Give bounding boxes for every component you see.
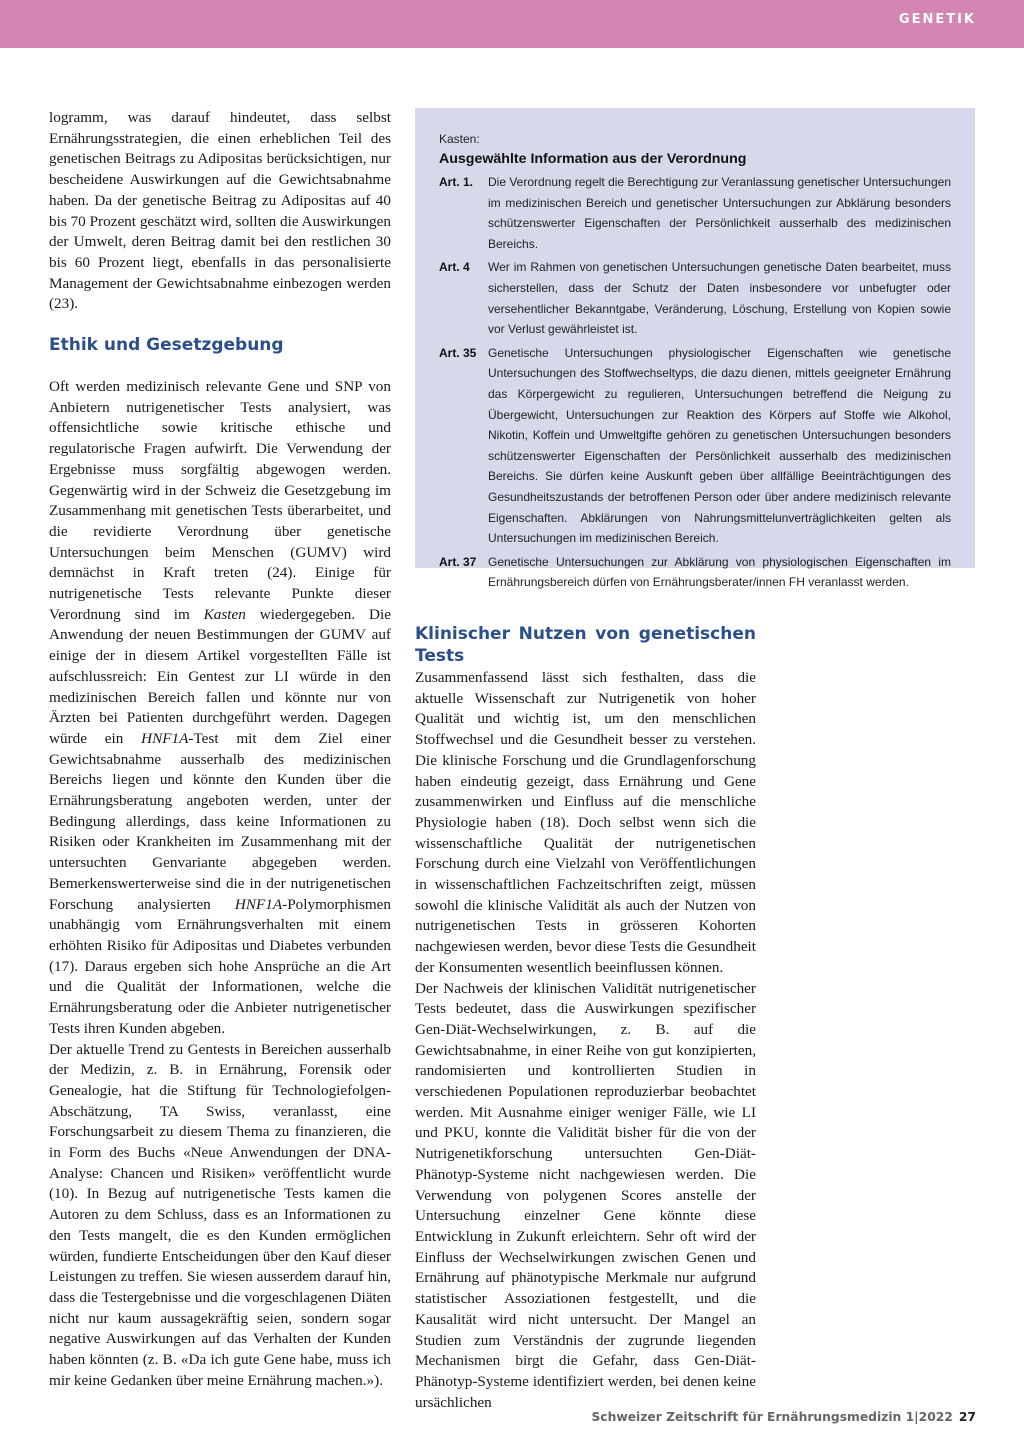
nutzen-paragraph-2: Der Nachweis der klinischen Validität nutrigenetischer Tests bedeutet, dass die Auswirkungen spezifischer Gen-Diät-Wechselwirkungen, z. B. auf die Gewichtsabnahme, in einer Reihe von gut konzipierten, randomisierten und kontrollierten Studien in verschiedenen Populationen reproduzierbar beobachtet werden. Mit Ausnahme einiger weniger Fälle, wie LI und PKU, konnte die Validität bisher für die von der Nutrigenetikforschung untersuchten Gen-Diät-Phänotyp-Systeme nicht nachgewiesen werden. Die Verwendung von polygenen Scores anstelle der Untersuchung einzelner Gene könnte diese Entwicklung in Zukunft erleichtern. Sehr oft wird der Einfluss der Wechselwirkungen zwischen Genen und Ernährung auf phänotypische Merkmale nur aufgrund statistischer Assoziationen festgestellt, und die Kausalität wird nicht untersucht. Der Mangel an Studien zum Verständnis der zugrunde liegenden Mechanismen birgt die Gefahr, dass Gen-Diät-Phänotyp-Systeme identifiziert werden, bei denen keine ursächlichen bbox=[415, 979, 756, 1411]
right-body bbox=[415, 668, 756, 1413]
left-intro-paragraph bbox=[49, 108, 391, 315]
text-run: wiedergegeben. Die Anwendung der neuen Bestimmungen der GUMV auf einige der in diesem Artikel vorgestellten Fälle ist aufschlussreich: Ein Gentest zur LI würde in den medizinischen Bereich fallen und könnte nur von Ärzten bei Patienten durchgeführt werden. Dagegen würde ein bbox=[49, 605, 391, 747]
text-run: Oft werden medizinisch relevante Gene und SNP von Anbietern nutrigenetischer Tests analysiert, was offensichtliche sowie kritische ethische und regulatorische Fragen aufwirft. Die Verwendung der Ergebnisse muss sorgfältig abgewogen werden. Gegenwärtig wird in der Schweiz die Gesetzgebung im Zusammenhang mit genetischen Tests überarbeitet, und die revidierte Verordnung über genetische Untersuchungen beim Menschen (GUMV) wird demnächst in Kraft treten (24). Einige für nutrigenetische Tests relevante Punkte dieser Verordnung sind im bbox=[49, 378, 391, 623]
article-text: Genetische Untersuchungen physiologischer Eigenschaften wie genetische Untersuchungen des Stoffwechseltyps, die dazu dienen, mittels geeigneter Ernährung das Körpergewicht zu regulieren, Untersuchungen betreffend die Neigung zu Übergewicht, Untersuchungen zur Reaktion des Körpers auf Stoffe wie Alkohol, Nikotin, Koffein und Umweltgifte gehören zu genetischen Untersuchungen besonders schützenswerter Eigenschaften der Persönlichkeit ausserhalb des medizinischen Bereichs. Sie dürfen keine Auskunft geben über allfällige Beeinträchtigungen des Gesundheitszustands der betroffenen Person oder über andere medizinisch relevante Eigenschaften. Abklärungen von Nahrungsmittelunverträglichkeiten gelten als Untersuchungen im medizinischen Bereich. bbox=[488, 345, 951, 546]
section-tag: GENETIK bbox=[898, 12, 976, 27]
gene-name: HNF1A bbox=[141, 729, 189, 747]
article-text: Genetische Untersuchungen zur Abklärung von physiologischen Eigenschaften im Ernährungsbereich dürfen von Ernährungsberater/innen FH veranlasst werden. bbox=[488, 554, 951, 590]
ethik-paragraph-1 bbox=[49, 377, 391, 1040]
intro-paragraph-text: logramm, was darauf hindeutet, dass selbst Ernährungsstrategien, die einen erheblichen Teil des genetischen Beitrags zu Adipositas berücksichtigen, nur bescheidene Auswirkungen auf die Gewichtsabnahme haben. Da der genetische Beitrag zu Adipositas auf 40 bis 70 Prozent geschätzt wird, sollten die Auswirkungen der Umwelt, deren Beitrag damit bei den restlichen 30 bis 60 Prozent liegt, ebenfalls in das personalisierte Management der Gewichtsabnahme einbezogen werden (23). bbox=[49, 109, 391, 313]
heading-klinischer-nutzen: Klinischer Nutzen von genetischen Tests bbox=[415, 624, 756, 666]
article-item bbox=[439, 172, 951, 254]
article-item bbox=[439, 257, 951, 339]
text-run: -Test mit dem Ziel einer Gewichtsabnahme ausserhalb des medizinischen Bereichs liegen und könnte den Kunden über die Ernährungsberatung angeboten werden, unter der Bedingung allerdings, dass keine Informationen zu Risiken oder Krankheiten im Zusammenhang mit der untersuchten Genvariante abgegeben werden. Bemerkenswerterweise sind die in der nutrigenetischen Forschung analysierten bbox=[49, 729, 391, 913]
page-footer bbox=[591, 1410, 976, 1424]
kasten-reference: Kasten bbox=[203, 605, 246, 623]
article-label: Art. 35 bbox=[439, 345, 477, 360]
left-body bbox=[49, 377, 391, 1391]
article-label: Art. 4 bbox=[439, 260, 470, 275]
article-item bbox=[439, 343, 951, 549]
heading-ethik: Ethik und Gesetzgebung bbox=[49, 335, 284, 355]
left-heading-block bbox=[49, 334, 391, 356]
ethik-paragraph-2: Der aktuelle Trend zu Gentests in Bereichen ausserhalb der Medizin, z. B. in Ernährung, Forensik oder Genealogie, hat die Stiftung für Technologiefolgen-Abschätzung, TA Swiss, veranlasst, eine Forschungsarbeit zu diesem Thema zu finanzieren, die in Form des Buchs «Neue Anwendungen der DNA-Analyse: Chancen und Risiken» veröffentlicht wurde (10). In Bezug auf nutrigenetische Tests kamen die Autoren zu dem Schluss, dass es an Informationen zu den Tests mangelt, die es den Kunden ermöglichen würden, fundierte Entscheidungen über den Kauf dieser Leistungen zu treffen. Sie wiesen ausserdem darauf hin, dass die Testergebnisse und die vorgeschlagenen Diäten nicht nur kaum aussagekräftig seien, sondern sogar negative Auswirkungen auf das Verhalten der Kunden haben könnten (z. B. «Da ich gute Gene habe, muss ich mir keine Gedanken über meine Ernährung machen.»). bbox=[49, 1040, 391, 1389]
article-label: Art. 37 bbox=[439, 554, 477, 569]
article-label: Art. 1. bbox=[439, 175, 474, 189]
article-text: Wer im Rahmen von genetischen Untersuchungen genetische Daten bearbeitet, muss sicherstellen, dass der Schutz der Daten insbesondere vor unbefugter oder versehentlicher Bekanntgabe, Veränderung, Löschung, Erstellung von Kopien sowie vor Verlust gewährleistet ist. bbox=[488, 260, 951, 337]
page-number: 27 bbox=[958, 1410, 976, 1424]
article-text: Die Verordnung regelt die Berechtigung zur Veranlassung genetischer Untersuchungen im medizinischen Bereich und genetischer Untersuchungen zur Abklärung besonders schützenswerter Eigenschaften der Persönlichkeit ausserhalb des medizinischen Bereichs. bbox=[488, 175, 951, 251]
journal-name: Schweizer Zeitschrift für Ernährungsmedizin 1|2022 bbox=[591, 1410, 953, 1424]
box-kicker: Kasten: bbox=[439, 132, 480, 146]
header-bar bbox=[0, 0, 1024, 48]
gene-name: HNF1A bbox=[234, 895, 283, 913]
right-heading-block bbox=[415, 623, 756, 667]
info-box-verordnung bbox=[415, 108, 975, 590]
article-item bbox=[439, 552, 951, 593]
box-title: Ausgewählte Information aus der Verordnung bbox=[439, 151, 747, 167]
nutzen-paragraph-1: Zusammenfassend lässt sich festhalten, dass die aktuelle Wissenschaft zur Nutrigenetik von hoher Qualität und wichtig ist, um den menschlichen Stoffwechsel und die Gesundheit besser zu verstehen. Die klinische Forschung und die Grundlagenforschung haben eindeutig gezeigt, dass Ernährung und Gene zusammenwirken und Einfluss auf die menschliche Physiologie haben (18). Doch selbst wenn sich die wissenschaftliche Qualität der nutrigenetischen Forschung durch eine Vielzahl von Veröffentlichungen in wissenschaftlichen Fachzeitschriften zeigt, müssen sowohl die klinische Validität als auch der Nutzen von nutrigenetischen Tests in grösseren Kohorten nachgewiesen werden, bevor diese Tests die Gesundheit der Konsumenten wesentlich beeinflussen können. bbox=[415, 669, 756, 976]
text-run: -Polymorphismen unabhängig vom Ernährungsverhalten mit einem erhöhten Risiko für Adipositas und Diabetes verbunden (17). Daraus ergeben sich hohe Ansprüche an die Art und die Qualität der Informationen, welche die Ernährungsberatung oder die Anbieter nutrigenetischer Tests ihren Kunden abgeben. bbox=[49, 895, 391, 1037]
